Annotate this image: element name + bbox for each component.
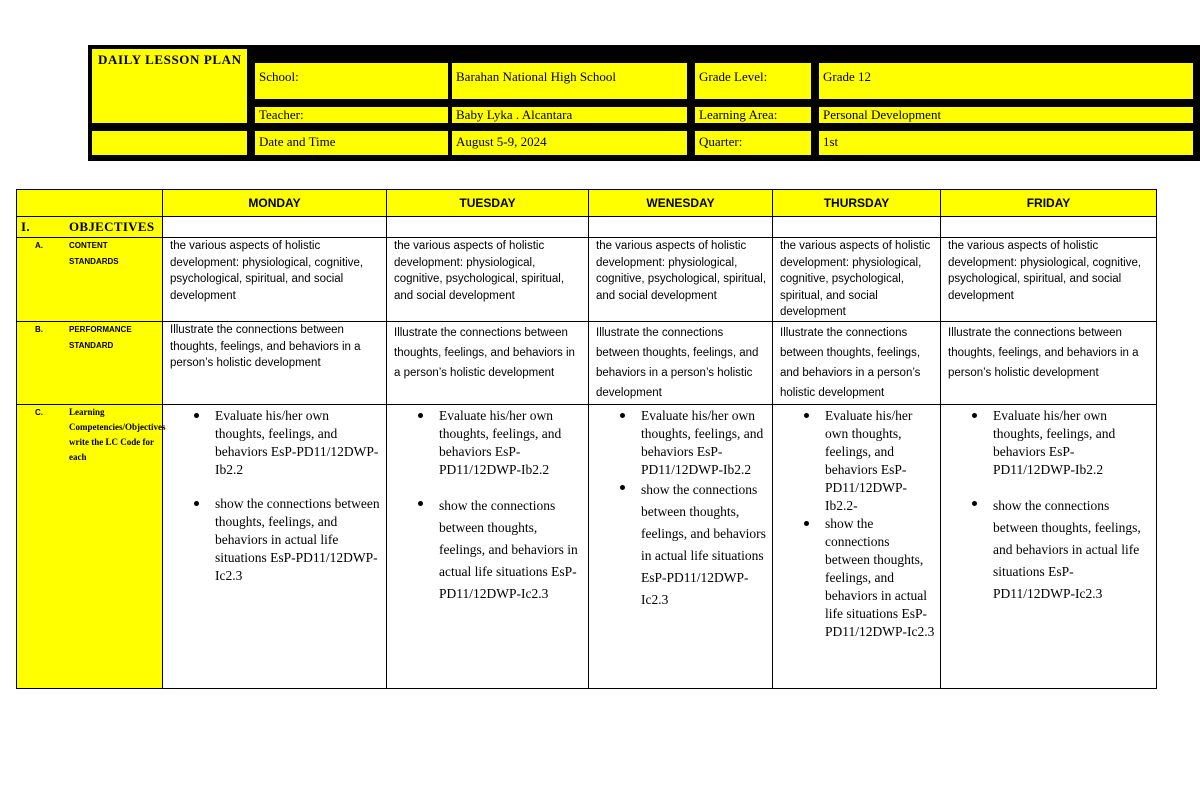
list-item [387,495,584,605]
competencies-monday [163,405,387,689]
competency-text: show the connections between thoughts, feelings, and behaviors in actual life situations EsP-PD11/12DWP-Ic2.3 [993,498,1141,601]
bullet-icon [804,521,809,526]
performance-standard-label: PERFORMANCE STANDARD [69,325,132,350]
lesson-plan-header [88,45,1200,161]
performance-standard-thursday: Illustrate the connections between thoughts, feelings, and behaviors in a person’s holistic development [773,322,941,405]
list-item [163,407,382,479]
competency-text: show the connections between thoughts, feelings, and behaviors in actual life situations EsP-PD11/12DWP-Ic2.3 [641,482,766,607]
grade-level-value: Grade 12 [819,63,1193,99]
day-header-thursday: THURSDAY [773,190,941,217]
list-item [589,479,768,611]
empty-cell [589,217,773,238]
objectives-table [16,189,1157,689]
bullet-icon [620,413,625,418]
content-standards-label: CONTENT STANDARDS [69,241,119,266]
quarter-value: 1st [819,131,1193,155]
learning-competencies-letter: C. [35,408,43,417]
performance-standard-monday: Illustrate the connections between thoughts, feelings, and behaviors in a person’s holistic development [163,322,387,405]
teacher-label: Teacher: [255,107,448,123]
competency-text: Evaluate his/her own thoughts, feelings, and behaviors EsP-PD11/12DWP-Ib2.2- [825,408,913,513]
bullet-icon [418,501,423,506]
corner-cell [17,190,163,217]
competencies-tuesday [387,405,589,689]
school-label: School: [255,63,448,99]
performance-standard-label-cell [17,322,163,405]
list-item [387,407,584,479]
learning-area-label: Learning Area: [695,107,811,123]
quarter-label: Quarter: [695,131,811,155]
date-value: August 5-9, 2024 [452,131,687,155]
content-standards-friday: the various aspects of holistic development: physiological, cognitive, psychological, spiritual, and social development [941,238,1157,322]
empty-cell [163,217,387,238]
content-standards-label-cell [17,238,163,322]
day-header-monday: MONDAY [163,190,387,217]
day-header-friday: FRIDAY [941,190,1157,217]
competency-text: Evaluate his/her own thoughts, feelings, and behaviors EsP-PD11/12DWP-Ib2.2 [641,408,764,477]
empty-cell [773,217,941,238]
list-item [941,407,1152,479]
objectives-label: OBJECTIVES [69,219,155,234]
empty-cell [941,217,1157,238]
learning-competencies-row [17,405,1157,689]
bullet-icon [804,413,809,418]
header-spacer [92,131,247,155]
bullet-icon [194,501,199,506]
list-item [589,407,768,479]
learning-area-value: Personal Development [819,107,1193,123]
list-item [941,495,1152,605]
day-header-row [17,190,1157,217]
competency-text: show the connections between thoughts, feelings, and behaviors in actual life situations EsP-PD11/12DWP-Ic2.3 [825,516,935,639]
school-value: Barahan National High School [452,63,687,99]
bullet-icon [620,485,625,490]
teacher-value: Baby Lyka . Alcantara [452,107,687,123]
content-standards-letter: A. [35,241,43,250]
learning-competencies-label-cell [17,405,166,689]
day-header-tuesday: TUESDAY [387,190,589,217]
performance-standard-friday: Illustrate the connections between thoughts, feelings, and behaviors in a person’s holistic development [941,322,1157,405]
empty-cell [387,217,589,238]
list-item [773,515,936,641]
objectives-row [17,217,1157,238]
content-standards-row [17,238,1157,322]
competencies-friday [941,405,1157,689]
learning-competencies-label: Learning Competencies/Objectives write the LC Code for each [69,407,166,462]
competency-text: Evaluate his/her own thoughts, feelings, and behaviors EsP-PD11/12DWP-Ib2.2 [993,408,1116,477]
day-header-wednesday: WENESDAY [589,190,773,217]
bullet-icon [194,413,199,418]
objectives-heading [17,217,163,238]
competencies-wednesday [589,405,773,689]
content-standards-thursday: the various aspects of holistic development: physiological, cognitive, psychological, spiritual, and social development [773,238,941,322]
list-item [163,495,382,585]
performance-standard-letter: B. [35,325,43,334]
list-item [773,407,936,515]
bullet-icon [972,413,977,418]
competency-text: show the connections between thoughts, feelings, and behaviors in actual life situations EsP-PD11/12DWP-Ic2.3 [215,496,380,583]
grade-level-label: Grade Level: [695,63,811,99]
content-standards-wednesday: the various aspects of holistic development: physiological, cognitive, psychological, spiritual, and social development [589,238,773,322]
header-title: DAILY LESSON PLAN [92,49,247,123]
performance-standard-row [17,322,1157,405]
date-label: Date and Time [255,131,448,155]
performance-standard-tuesday: Illustrate the connections between thoughts, feelings, and behaviors in a person’s holistic development [387,322,589,405]
competency-text: Evaluate his/her own thoughts, feelings, and behaviors EsP-PD11/12DWP-Ib2.2 [215,408,379,477]
content-standards-tuesday: the various aspects of holistic development: physiological, cognitive, psychological, spiritual, and social development [387,238,589,322]
competency-text: Evaluate his/her own thoughts, feelings, and behaviors EsP-PD11/12DWP-Ib2.2 [439,408,562,477]
content-standards-monday: the various aspects of holistic development: physiological, cognitive, psychological, spiritual, and social development [163,238,387,322]
competencies-thursday [773,405,941,689]
objectives-number: I. [21,219,30,234]
performance-standard-wednesday: Illustrate the connections between thoughts, feelings, and behaviors in a person’s holistic development [589,322,773,405]
header-spacer [92,107,247,123]
bullet-icon [972,501,977,506]
competency-text: show the connections between thoughts, feelings, and behaviors in actual life situations EsP-PD11/12DWP-Ic2.3 [439,498,578,601]
bullet-icon [418,413,423,418]
